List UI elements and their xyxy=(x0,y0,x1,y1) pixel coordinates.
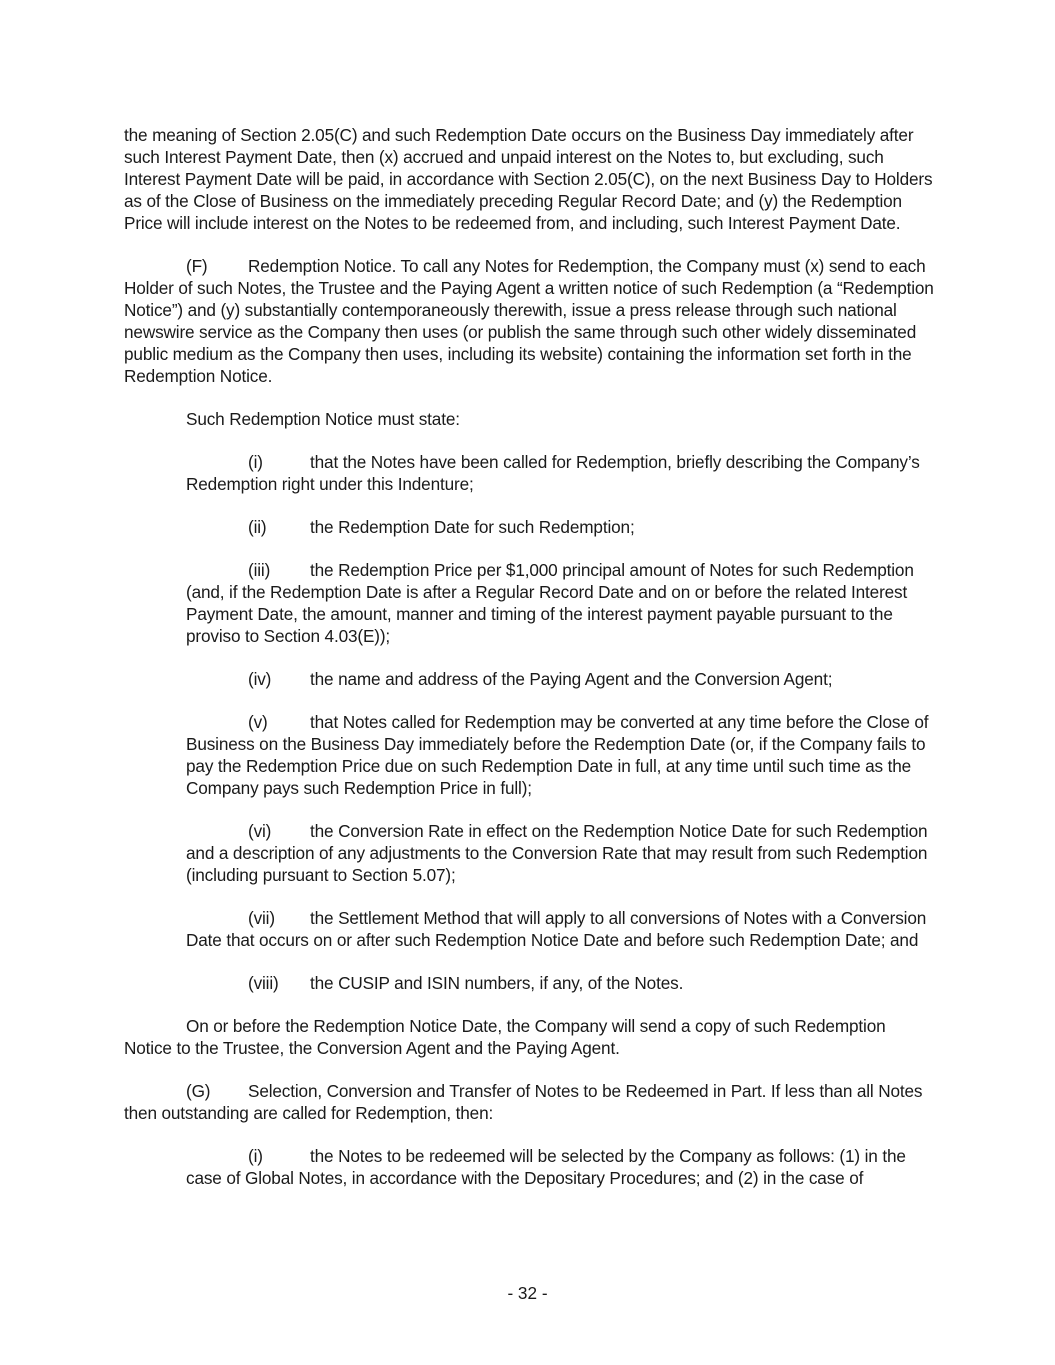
item-label: (i) xyxy=(248,452,263,472)
item-text: the Notes to be redeemed will be selected by the Company as follows: (1) in the case of Global Notes, in accordance with the Depositary Procedures; and (2) in the case of xyxy=(186,1146,906,1188)
notice-item xyxy=(186,907,934,951)
page-number: - 32 - xyxy=(507,1283,548,1303)
notice-item xyxy=(186,972,934,994)
item-text: the CUSIP and ISIN numbers, if any, of the Notes. xyxy=(310,973,684,993)
item-label: (i) xyxy=(248,1146,263,1166)
document-page xyxy=(124,124,934,1210)
notice-item xyxy=(186,711,934,799)
item-text: that the Notes have been called for Redemption, briefly describing the Company’s Redemption right under this Indenture; xyxy=(186,452,920,494)
section-label-f: (F) xyxy=(186,256,208,276)
item-text: the Redemption Date for such Redemption; xyxy=(310,517,635,537)
notice-intro: Such Redemption Notice must state: xyxy=(186,409,460,429)
paragraph-after-list: On or before the Redemption Notice Date, the Company will send a copy of such Redemption Notice to the Trustee, the Conversion Agent and the Paying Agent. xyxy=(124,1016,886,1058)
item-text: the Settlement Method that will apply to all conversions of Notes with a Conversion Date that occurs on or after such Redemption Notice Date and before such Redemption Date; and xyxy=(186,908,927,950)
notice-item xyxy=(186,516,934,538)
paragraph-g-selection xyxy=(124,1080,934,1124)
notice-item xyxy=(186,820,934,886)
item-label: (v) xyxy=(248,712,268,732)
item-text: the name and address of the Paying Agent and the Conversion Agent; xyxy=(310,669,833,689)
paragraph-f-redemption-notice xyxy=(124,255,934,387)
item-label: (iv) xyxy=(248,669,272,689)
section-f-text: Redemption Notice. To call any Notes for Redemption, the Company must (x) send to each Holder of such Notes, the Trustee and the Paying Agent a written notice of such Redemption (a “Redemption Notice”) and (y) substantially contemporaneously therewith, issue a press release through such national newswire service as the Company then uses (or publish the same through such other widely disseminated public medium as the Company then uses, including its website) containing the information set forth in the Redemption Notice. xyxy=(124,256,934,386)
item-label: (ii) xyxy=(248,517,267,537)
item-text: the Redemption Price per $1,000 principal amount of Notes for such Redemption (and, if the Redemption Date is after a Regular Record Date and on or before the related Interest Payment Date, the amount, manner and timing of the interest payment payable pursuant to the proviso to Section 4.03(E)); xyxy=(186,560,914,646)
item-label: (vi) xyxy=(248,821,272,841)
item-text: that Notes called for Redemption may be converted at any time before the Close of Business on the Business Day immediately before the Redemption Date (or, if the Company fails to pay the Redemption Price due on such Redemption Date in full, at any time until such time as the Company pays such Redemption Price in full); xyxy=(186,712,929,798)
selection-item xyxy=(186,1145,934,1189)
item-label: (viii) xyxy=(248,973,279,993)
notice-item xyxy=(186,451,934,495)
item-text: the Conversion Rate in effect on the Redemption Notice Date for such Redemption and a description of any adjustments to the Conversion Rate that may result from such Redemption (including pursuant to Section 5.07); xyxy=(186,821,928,885)
section-label-g: (G) xyxy=(186,1081,211,1101)
notice-item xyxy=(186,668,934,690)
notice-item xyxy=(186,559,934,647)
section-g-text: Selection, Conversion and Transfer of Notes to be Redeemed in Part. If less than all Notes then outstanding are called for Redemption, then: xyxy=(124,1081,923,1123)
item-label: (iii) xyxy=(248,560,271,580)
paragraph-continuation: the meaning of Section 2.05(C) and such Redemption Date occurs on the Business Day immediately after such Interest Payment Date, then (x) accrued and unpaid interest on the Notes to, but excluding, such Interest Payment Date will be paid, in accordance with Section 2.05(C), on the next Business Day to Holders as of the Close of Business on the immediately preceding Regular Record Date; and (y) the Redemption Price will include interest on the Notes to be redeemed from, and including, such Interest Payment Date. xyxy=(124,125,933,233)
item-label: (vii) xyxy=(248,908,275,928)
